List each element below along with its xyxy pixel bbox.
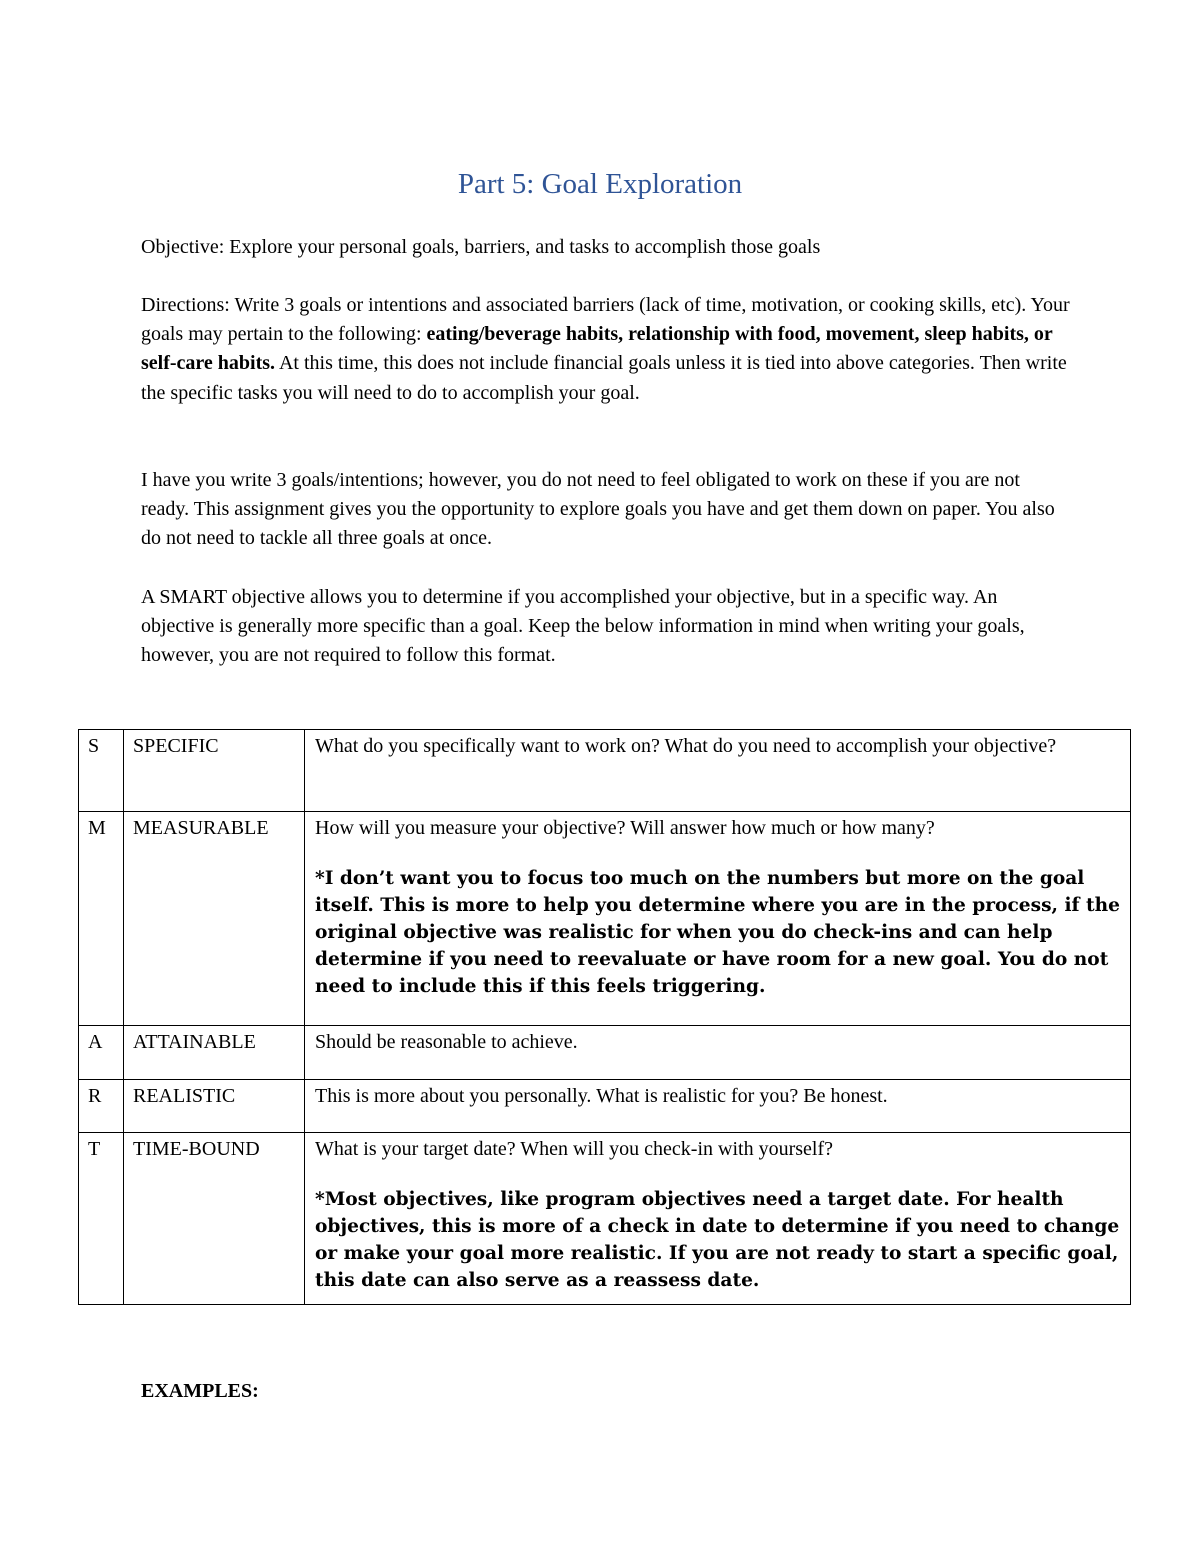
- smart-description-text: Should be reasonable to achieve.: [315, 1031, 578, 1053]
- smart-word: TIME-BOUND: [124, 1133, 305, 1305]
- table-row-measurable: [79, 812, 1131, 1026]
- smart-word: REALISTIC: [124, 1080, 305, 1133]
- smart-description-text: This is more about you personally. What is realistic for you? Be honest.: [315, 1085, 888, 1107]
- smart-word: MEASURABLE: [124, 812, 305, 1026]
- objective-paragraph: Objective: Explore your personal goals, barriers, and tasks to accomplish those goals: [141, 236, 821, 258]
- directions-text-start: Directions: Write 3 goals or intentions and associated barriers (lack of time, motivation, or cooking skills, etc). Your goals may pertain to the following:: [141, 294, 1070, 346]
- smart-description: [305, 730, 1131, 812]
- directions-paragraph: [141, 291, 1071, 408]
- directions-text-end: At this time, this does not include financial goals unless it is tied into above categories. Then write the specific tasks you will need to do to accomplish your goal.: [141, 352, 1067, 404]
- time-bound-note: *Most objectives, like program objectives need a target date. For health objectives, this is more of a check in date to determine if you need to change or make your goal more realistic. If you are not ready to start a specific goal, this date can also serve as a reassess date.: [315, 1189, 1120, 1291]
- smart-word: SPECIFIC: [124, 730, 305, 812]
- table-row-realistic: [79, 1080, 1131, 1133]
- smart-letter: T: [79, 1133, 124, 1305]
- smart-word: ATTAINABLE: [124, 1026, 305, 1080]
- smart-description: [305, 1133, 1131, 1305]
- examples-heading: EXAMPLES:: [141, 1380, 259, 1402]
- smart-description: [305, 1026, 1131, 1080]
- smart-letter: M: [79, 812, 124, 1026]
- measurable-note: *I don’t want you to focus too much on the numbers but more on the goal itself. This is more to help you determine where you are in the process, if the original objective was realistic for when you do check-ins and can help determine if you need to reevaluate or have room for a new goal. You do not need to include this if this feels triggering.: [315, 868, 1120, 997]
- table-row-specific: [79, 730, 1131, 812]
- smart-description: [305, 812, 1131, 1026]
- directions-categories: eating/beverage habits, relationship with food, movement, sleep habits, or self-care habits.: [141, 323, 1053, 375]
- smart-table: [78, 729, 1131, 1305]
- table-row-attainable: [79, 1026, 1131, 1080]
- smart-description: [305, 1080, 1131, 1133]
- smart-letter: A: [79, 1026, 124, 1080]
- page-title: Part 5: Goal Exploration: [457, 168, 743, 200]
- smart-description-text: What do you specifically want to work on? What do you need to accomplish your objective?: [315, 735, 1057, 757]
- smart-letter: S: [79, 730, 124, 812]
- smart-letter: R: [79, 1080, 124, 1133]
- smart-intro-paragraph: A SMART objective allows you to determine if you accomplished your objective, but in a specific way. An objective is generally more specific than a goal. Keep the below information in mind when writing your goals, however, you are not required to follow this format.: [141, 586, 1025, 667]
- smart-description-text: How will you measure your objective? Will answer how much or how many?: [315, 817, 935, 839]
- table-row-time-bound: [79, 1133, 1131, 1305]
- intentions-paragraph: I have you write 3 goals/intentions; however, you do not need to feel obligated to work on these if you are not ready. This assignment gives you the opportunity to explore goals you have and get them down on paper. You also do not need to tackle all three goals at once.: [141, 469, 1055, 550]
- smart-description-text: What is your target date? When will you check-in with yourself?: [315, 1138, 833, 1160]
